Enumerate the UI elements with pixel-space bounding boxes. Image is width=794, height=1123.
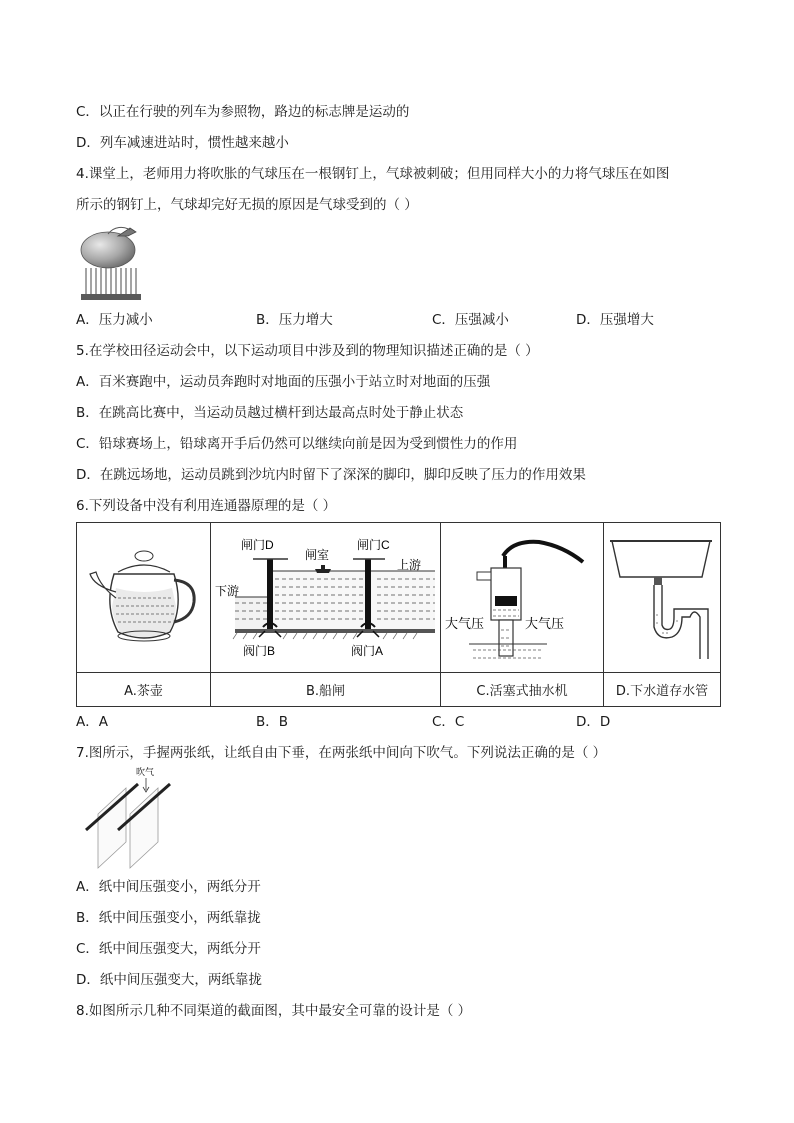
q4-option-b: B．压力增大	[256, 312, 333, 328]
q6-option-b: B．B	[256, 714, 289, 730]
lock-label-valve-a: 阀门A	[350, 644, 383, 658]
ship-lock-figure	[213, 523, 439, 668]
lock-label-valve-b: 阀门B	[242, 644, 275, 658]
q7-option-c: C．纸中间压强变大，两纸分开	[76, 941, 261, 957]
q4-stem-line2: 所示的钢钉上，气球却完好无损的原因是气球受到的（ ）	[76, 197, 418, 213]
q5-option-c: C．铅球赛场上，铅球离开手后仍然可以继续向前是因为受到惯性力的作用	[76, 436, 518, 452]
q6-caption-d: D.下水道存水管	[604, 673, 721, 707]
q7-option-b: B．纸中间压强变小，两纸靠拢	[76, 910, 261, 926]
ship-lock-cell	[211, 523, 441, 673]
pump-label-left: 大气压	[445, 615, 485, 631]
balloon-on-nails-figure	[78, 222, 144, 302]
lock-label-downstream: 下游	[214, 584, 239, 598]
two-papers-figure	[80, 766, 180, 870]
pump-label-right: 大气压	[525, 615, 565, 631]
piston-pump-figure	[443, 526, 601, 666]
q4-option-d: D．压强增大	[576, 312, 654, 328]
q5-option-b: B．在跳高比赛中，当运动员越过横杆到达最高点时处于静止状态	[76, 405, 464, 421]
q6-option-a: A．A	[76, 714, 108, 730]
lock-label-upstream: 上游	[396, 558, 421, 572]
teapot-figure	[84, 536, 204, 656]
q6-caption-b: B.船闸	[211, 673, 441, 707]
q6-stem: 6.下列设备中没有利用连通器原理的是（ ）	[76, 498, 337, 514]
q6-caption-c: C.活塞式抽水机	[441, 673, 604, 707]
q3-option-c: C．以正在行驶的列车为参照物，路边的标志牌是运动的	[76, 104, 410, 120]
q6-option-d: D．D	[576, 714, 611, 730]
drain-trap-cell	[604, 523, 721, 673]
q6-caption-a: A.茶壶	[77, 673, 211, 707]
piston-pump-cell	[441, 523, 604, 673]
q5-option-a: A．百米赛跑中，运动员奔跑时对地面的压强小于站立时对地面的压强	[76, 374, 491, 390]
q7-option-a: A．纸中间压强变小，两纸分开	[76, 879, 261, 895]
q3-option-d: D．列车减速进站时，惯性越来越小	[76, 135, 289, 151]
lock-label-gate-d: 闸门D	[240, 538, 274, 552]
q8-stem: 8.如图所示几种不同渠道的截面图，其中最安全可靠的设计是（ ）	[76, 1003, 472, 1019]
q6-option-c: C．C	[432, 714, 465, 730]
q5-stem: 5.在学校田径运动会中，以下运动项目中涉及到的物理知识描述正确的是（ ）	[76, 343, 539, 359]
q7-figure-label: 吹气	[136, 767, 155, 777]
drain-trap-figure	[606, 531, 718, 661]
lock-label-chamber: 闸室	[304, 548, 329, 562]
q4-stem-line1: 4.课堂上，老师用力将吹胀的气球压在一根钢钉上，气球被刺破；但用同样大小的力将气球压在如图	[76, 166, 670, 182]
q4-option-c: C．压强减小	[432, 312, 509, 328]
q4-option-a: A．压力减小	[76, 312, 153, 328]
q6-figure-table	[76, 522, 721, 707]
lock-label-gate-c: 闸门C	[356, 538, 390, 552]
q7-stem: 7.图所示，手握两张纸，让纸自由下垂，在两张纸中间向下吹气。下列说法正确的是（ ）	[76, 745, 607, 761]
q7-option-d: D．纸中间压强变大，两纸靠拢	[76, 972, 262, 988]
q5-option-d: D．在跳远场地，运动员跳到沙坑内时留下了深深的脚印，脚印反映了压力的作用效果	[76, 467, 586, 483]
teapot-cell	[77, 523, 211, 673]
